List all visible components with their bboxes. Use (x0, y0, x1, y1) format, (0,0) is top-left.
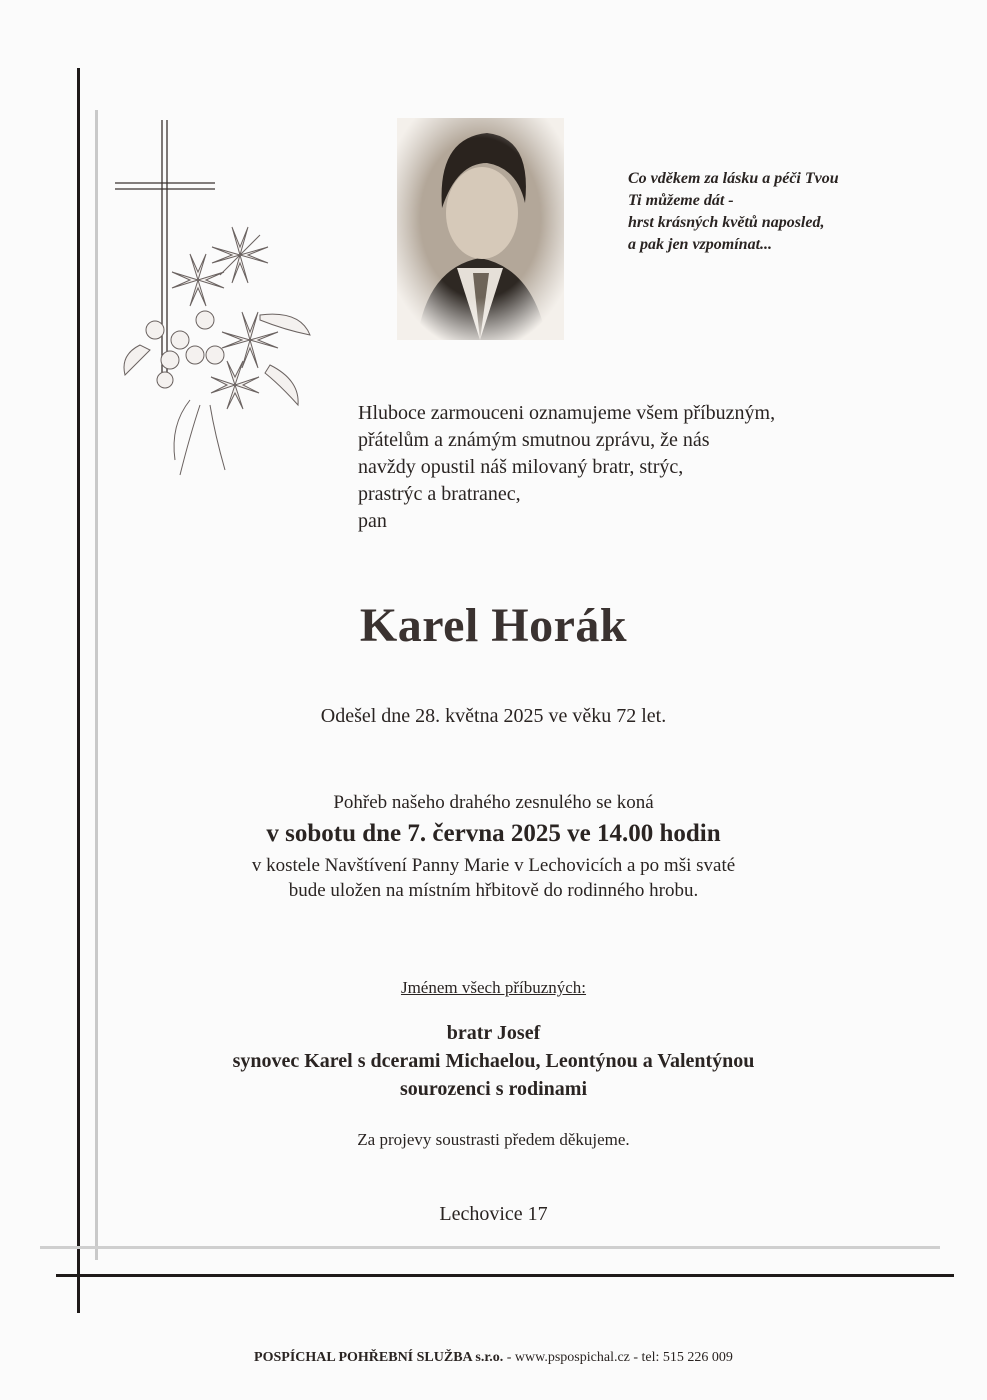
frame-line-horizontal-dark (56, 1274, 954, 1277)
intro-line: pan (358, 510, 387, 532)
quote-line: Ti můžeme dát - (628, 192, 734, 209)
family-line: sourozenci s rodinami (399, 1078, 588, 1100)
funeral-datetime: v sobotu dne 7. června 2025 ve 14.00 hodin (266, 820, 721, 847)
family-line: bratr Josef (446, 1022, 541, 1044)
portrait-photo (397, 118, 564, 340)
deceased-name: Karel Horák (359, 599, 628, 652)
family-line: synovec Karel s dcerami Michaelou, Leontýnou a Valentýnou (232, 1050, 755, 1072)
on-behalf-heading: Jménem všech příbuzných: (400, 978, 587, 997)
footer-contact: - www.pspospichal.cz - tel: 515 226 009 (503, 1350, 733, 1365)
funeral-place: v kostele Navštívení Panny Marie v Lechovicích a po mši svaté (251, 855, 736, 876)
thanks-note: Za projevy soustrasti předem děkujeme. (357, 1130, 630, 1149)
funeral-burial: bude uložen na místním hřbitově do rodinného hrobu. (288, 880, 699, 901)
departed-date: Odešel dne 28. května 2025 ve věku 72 let. (320, 705, 667, 727)
cross-with-lilies (110, 115, 320, 495)
announcement-intro (358, 400, 918, 535)
footer-company: POSPÍCHAL POHŘEBNÍ SLUŽBA s.r.o. (254, 1350, 504, 1365)
intro-line: Hluboce zarmouceni oznamujeme všem příbuzným, (358, 402, 776, 424)
intro-line: prastrýc a bratranec, (358, 483, 521, 505)
frame-line-vertical-dark (77, 68, 80, 1313)
quote-line: Co vděkem za lásku a péči Tvou (628, 170, 839, 187)
funeral-intro: Pohřeb našeho drahého zesnulého se koná (333, 792, 654, 813)
quote-line: a pak jen vzpomínat... (628, 236, 773, 253)
address: Lechovice 17 (439, 1203, 548, 1225)
frame-line-horizontal-light (40, 1246, 940, 1249)
lily-bouquet-icon (124, 227, 310, 475)
intro-line: přátelům a známým smutnou zprávu, že nás (358, 429, 710, 451)
cross-icon (115, 120, 215, 375)
memorial-quote (628, 168, 928, 256)
quote-line: hrst krásných květů naposled, (628, 214, 825, 231)
footer (0, 1350, 987, 1366)
intro-line: navždy opustil náš milovaný bratr, strýc, (358, 456, 684, 478)
